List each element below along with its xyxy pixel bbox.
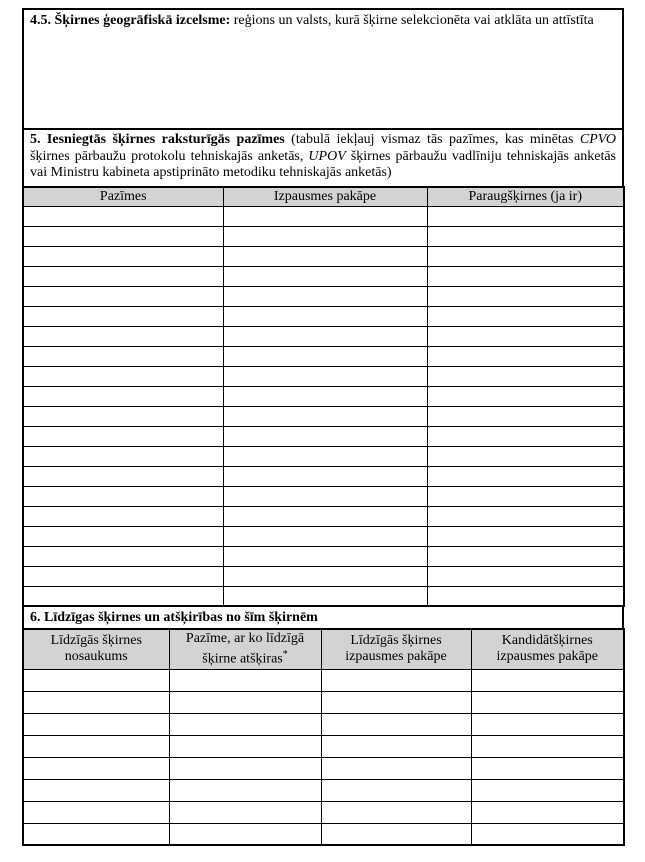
- empty-table-row: [23, 526, 624, 546]
- empty-cell: [471, 801, 624, 823]
- empty-cell: [223, 526, 427, 546]
- empty-cell: [23, 506, 223, 526]
- empty-cell: [23, 306, 223, 326]
- empty-table-row: [23, 286, 624, 306]
- empty-cell: [471, 823, 624, 845]
- section-5-text-1: (tabulā iekļauj vismaz tās pazīmes, kas minētas: [291, 132, 580, 147]
- empty-cell: [471, 713, 624, 735]
- empty-table-row: [23, 546, 624, 566]
- characteristics-table-body: [23, 206, 624, 606]
- empty-cell: [23, 779, 169, 801]
- empty-cell: [169, 669, 321, 691]
- empty-table-row: [23, 586, 624, 606]
- empty-cell: [471, 691, 624, 713]
- empty-table-row: [23, 823, 624, 845]
- empty-cell: [427, 226, 624, 246]
- empty-table-row: [23, 346, 624, 366]
- empty-cell: [169, 757, 321, 779]
- empty-cell: [427, 366, 624, 386]
- upov-abbreviation: UPOV: [308, 148, 346, 164]
- empty-cell: [427, 546, 624, 566]
- empty-cell: [223, 486, 427, 506]
- empty-cell: [427, 446, 624, 466]
- empty-cell: [23, 266, 223, 286]
- empty-cell: [223, 246, 427, 266]
- empty-cell: [223, 266, 427, 286]
- empty-table-row: [23, 486, 624, 506]
- empty-cell: [427, 266, 624, 286]
- empty-cell: [223, 366, 427, 386]
- empty-table-row: [23, 669, 624, 691]
- similar-varieties-table: [22, 628, 625, 846]
- section-4-5-label: 4.5. Šķirnes ģeogrāfiskā izcelsme:: [30, 13, 234, 28]
- col-header-izpausmes-pakape: Izpausmes pakāpe: [223, 187, 427, 207]
- empty-table-row: [23, 206, 624, 226]
- empty-cell: [23, 326, 223, 346]
- section-4-5-paragraph: [30, 13, 616, 30]
- empty-cell: [321, 735, 471, 757]
- empty-cell: [223, 306, 427, 326]
- empty-cell: [169, 823, 321, 845]
- empty-cell: [223, 206, 427, 226]
- empty-cell: [169, 779, 321, 801]
- section-5-paragraph: [30, 132, 616, 182]
- empty-cell: [321, 779, 471, 801]
- empty-cell: [23, 526, 223, 546]
- empty-cell: [23, 406, 223, 426]
- empty-cell: [23, 586, 223, 606]
- empty-table-row: [23, 386, 624, 406]
- empty-cell: [471, 757, 624, 779]
- section-5-text-2: šķirnes pārbaužu protokolu tehniskajās anketās,: [30, 148, 309, 164]
- empty-cell: [223, 566, 427, 586]
- empty-cell: [223, 386, 427, 406]
- col-header-pazimes: Pazīmes: [23, 187, 223, 207]
- empty-cell: [23, 286, 223, 306]
- empty-cell: [427, 286, 624, 306]
- empty-cell: [223, 426, 427, 446]
- characteristics-table-header: [23, 187, 624, 207]
- empty-table-row: [23, 566, 624, 586]
- empty-cell: [427, 566, 624, 586]
- empty-table-row: [23, 801, 624, 823]
- empty-cell: [427, 586, 624, 606]
- empty-cell: [321, 757, 471, 779]
- empty-cell: [427, 406, 624, 426]
- empty-table-row: [23, 779, 624, 801]
- empty-cell: [23, 713, 169, 735]
- characteristics-table: [22, 186, 625, 608]
- empty-cell: [223, 446, 427, 466]
- empty-cell: [427, 506, 624, 526]
- empty-cell: [223, 546, 427, 566]
- empty-table-row: [23, 735, 624, 757]
- col-header-lidzigas-izpausmes-pakape: Līdzīgās šķirnes izpausmes pakāpe: [321, 629, 471, 669]
- footnote-asterisk: *: [282, 649, 288, 660]
- header-row: [23, 187, 624, 207]
- empty-cell: [321, 713, 471, 735]
- empty-cell: [321, 691, 471, 713]
- empty-cell: [23, 823, 169, 845]
- empty-table-row: [23, 306, 624, 326]
- empty-table-row: [23, 757, 624, 779]
- col-header-paraugskirnes: Paraugšķirnes (ja ir): [427, 187, 624, 207]
- empty-cell: [223, 586, 427, 606]
- col-header-lidzigas-skirnes-nosaukums: Līdzīgās šķirnes nosaukums: [23, 629, 169, 669]
- empty-cell: [427, 306, 624, 326]
- empty-cell: [223, 326, 427, 346]
- empty-cell: [471, 779, 624, 801]
- empty-cell: [23, 691, 169, 713]
- empty-cell: [23, 669, 169, 691]
- empty-table-row: [23, 226, 624, 246]
- section-5-intro-box: [22, 130, 624, 188]
- empty-cell: [23, 426, 223, 446]
- empty-cell: [223, 466, 427, 486]
- empty-cell: [23, 486, 223, 506]
- empty-cell: [223, 346, 427, 366]
- empty-cell: [169, 713, 321, 735]
- empty-cell: [321, 823, 471, 845]
- empty-cell: [169, 691, 321, 713]
- section-5-label: 5. Iesniegtās šķirnes raksturīgās pazīmes: [30, 132, 292, 147]
- empty-table-row: [23, 326, 624, 346]
- section-4-5-box: [22, 8, 624, 130]
- empty-table-row: [23, 713, 624, 735]
- similar-varieties-table-body: [23, 669, 624, 845]
- empty-cell: [23, 386, 223, 406]
- col-header-pazime-atskiras: [169, 629, 321, 669]
- empty-table-row: [23, 446, 624, 466]
- empty-cell: [223, 286, 427, 306]
- cpvo-abbreviation: CPVO: [579, 132, 617, 147]
- empty-cell: [23, 566, 223, 586]
- empty-cell: [23, 466, 223, 486]
- empty-cell: [23, 226, 223, 246]
- empty-cell: [427, 326, 624, 346]
- similar-varieties-table-header: [23, 629, 624, 669]
- empty-cell: [427, 386, 624, 406]
- col-header-kandidatskirnes-izpausmes-pakape: Kandidātšķirnes izpausmes pakāpe: [471, 629, 624, 669]
- empty-cell: [223, 406, 427, 426]
- empty-cell: [427, 486, 624, 506]
- empty-table-row: [23, 506, 624, 526]
- empty-cell: [223, 506, 427, 526]
- empty-table-row: [23, 246, 624, 266]
- section-6-title: 6. Līdzīgas šķirnes un atšķirības no šīm šķirnēm: [22, 605, 624, 630]
- empty-table-row: [23, 466, 624, 486]
- empty-cell: [321, 669, 471, 691]
- empty-cell: [23, 446, 223, 466]
- empty-cell: [23, 366, 223, 386]
- empty-cell: [23, 206, 223, 226]
- empty-table-row: [23, 426, 624, 446]
- empty-cell: [23, 801, 169, 823]
- empty-cell: [321, 801, 471, 823]
- empty-cell: [23, 346, 223, 366]
- empty-cell: [427, 246, 624, 266]
- section-4-5-description: reģions un valsts, kurā šķirne selekcionēta vai atklāta un attīstīta: [233, 13, 594, 28]
- empty-cell: [427, 466, 624, 486]
- empty-cell: [23, 735, 169, 757]
- empty-table-row: [23, 406, 624, 426]
- empty-table-row: [23, 266, 624, 286]
- empty-cell: [23, 757, 169, 779]
- empty-cell: [427, 426, 624, 446]
- header-row: [23, 629, 624, 669]
- empty-cell: [427, 206, 624, 226]
- empty-cell: [223, 226, 427, 246]
- empty-cell: [23, 246, 223, 266]
- empty-table-row: [23, 366, 624, 386]
- empty-cell: [427, 346, 624, 366]
- empty-cell: [169, 735, 321, 757]
- section-5-text-3: šķirnes pārbaužu vadlīniju tehniskajās anketās vai Ministru kabineta apstiprināto metodiku tehniskajās anketās): [30, 148, 616, 180]
- col-header-pazime-atskiras-text: Pazīme, ar ko līdzīgā šķirne atšķiras: [185, 631, 305, 667]
- empty-cell: [169, 801, 321, 823]
- empty-cell: [471, 735, 624, 757]
- empty-cell: [427, 526, 624, 546]
- empty-table-row: [23, 691, 624, 713]
- empty-cell: [471, 669, 624, 691]
- empty-cell: [23, 546, 223, 566]
